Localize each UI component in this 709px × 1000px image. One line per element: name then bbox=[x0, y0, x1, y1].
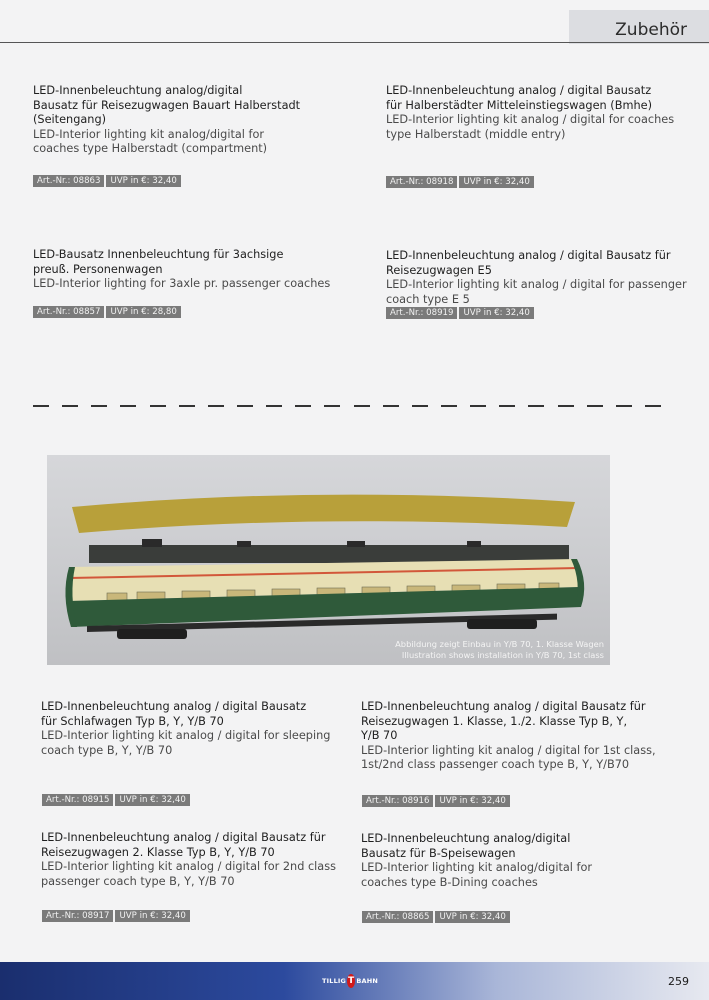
logo-emblem-icon: T bbox=[348, 976, 355, 986]
article-number: Art.-Nr.: 08919 bbox=[386, 307, 457, 319]
price-tag bbox=[386, 176, 534, 188]
product-item-08857 bbox=[33, 248, 330, 292]
product-title-de: Reisezugwagen 1. Klasse, 1./2. Klasse Typ B, Y, bbox=[361, 714, 628, 728]
product-title-en: LED-Interior lighting kit analog / digital for 1st class, bbox=[361, 743, 656, 757]
product-title-en: LED-Interior lighting for 3axle pr. passenger coaches bbox=[33, 277, 331, 290]
price-tag bbox=[33, 175, 181, 187]
product-item-08915 bbox=[41, 700, 330, 758]
product-title-de: (Seitengang) bbox=[33, 113, 107, 126]
article-number: Art.-Nr.: 08915 bbox=[42, 794, 113, 806]
coach-illustration bbox=[47, 455, 610, 665]
price: UVP in €: 32,40 bbox=[459, 307, 533, 319]
product-title-de: LED-Innenbeleuchtung analog / digital Bausatz für bbox=[41, 831, 326, 844]
product-item-08918 bbox=[386, 84, 674, 142]
price: UVP in €: 32,40 bbox=[459, 176, 533, 188]
product-title-en: LED-Interior lighting kit analog / digital for coaches bbox=[386, 113, 675, 126]
product-title-en: LED-Interior lighting kit analog/digital for bbox=[33, 127, 265, 141]
article-number: Art.-Nr.: 08918 bbox=[386, 176, 457, 188]
section-title: Zubehör bbox=[615, 20, 687, 40]
section-tab bbox=[569, 10, 709, 44]
product-title-en: passenger coach type B, Y, Y/B 70 bbox=[41, 874, 235, 888]
price: UVP in €: 32,40 bbox=[106, 175, 180, 187]
product-title-en: coaches type B-Dining coaches bbox=[361, 875, 538, 889]
price-tag bbox=[33, 306, 181, 318]
product-item-08919 bbox=[386, 249, 687, 307]
product-item-08865 bbox=[361, 832, 592, 890]
product-title-de: für Schlafwagen Typ B, Y, Y/B 70 bbox=[41, 714, 224, 728]
article-number: Art.-Nr.: 08917 bbox=[42, 910, 113, 922]
roof-lid bbox=[72, 495, 575, 533]
price-tag bbox=[386, 307, 534, 319]
product-title-de: Y/B 70 bbox=[361, 729, 398, 742]
product-title-de: für Halberstädter Mitteleinstiegswagen (Bmhe) bbox=[386, 98, 652, 112]
logo-text-right: BAHN bbox=[356, 977, 378, 985]
product-title-en: type Halberstadt (middle entry) bbox=[386, 127, 566, 141]
price-tag bbox=[362, 795, 510, 807]
product-title-de: LED-Innenbeleuchtung analog/digital bbox=[33, 84, 243, 97]
product-title-en: coach type B, Y, Y/B 70 bbox=[41, 743, 173, 757]
price-tag bbox=[362, 911, 510, 923]
price: UVP in €: 32,40 bbox=[435, 911, 509, 923]
product-title-de: LED-Innenbeleuchtung analog / digital Bausatz für bbox=[361, 700, 646, 713]
article-number: Art.-Nr.: 08857 bbox=[33, 306, 104, 318]
price: UVP in €: 32,40 bbox=[115, 910, 189, 922]
logo-text-left: TILLIG bbox=[322, 977, 347, 985]
price: UVP in €: 32,40 bbox=[435, 795, 509, 807]
article-number: Art.-Nr.: 08865 bbox=[362, 911, 433, 923]
header-divider bbox=[0, 42, 709, 43]
product-item-08863 bbox=[33, 84, 300, 157]
product-title-de: Reisezugwagen 2. Klasse Typ B, Y, Y/B 70 bbox=[41, 845, 275, 859]
product-title-en: LED-Interior lighting kit analog / digital for sleeping bbox=[41, 729, 331, 742]
price: UVP in €: 28,80 bbox=[106, 306, 180, 318]
price: UVP in €: 32,40 bbox=[115, 794, 189, 806]
caption-de: Abbildung zeigt Einbau in Y/B 70, 1. Klasse Wagen bbox=[395, 639, 604, 649]
product-title-de: LED-Innenbeleuchtung analog/digital bbox=[361, 832, 571, 845]
product-title-de: LED-Innenbeleuchtung analog / digital Bausatz für bbox=[386, 249, 671, 262]
product-title-de: Bausatz für B-Speisewagen bbox=[361, 846, 516, 860]
tillig-bahn-logo bbox=[322, 972, 378, 990]
product-item-08916 bbox=[361, 700, 656, 773]
product-title-de: LED-Innenbeleuchtung analog / digital Bausatz bbox=[41, 700, 307, 713]
product-title-de: preuß. Personenwagen bbox=[33, 262, 163, 276]
product-title-en: LED-Interior lighting kit analog / digital for passenger bbox=[386, 278, 687, 291]
article-number: Art.-Nr.: 08916 bbox=[362, 795, 433, 807]
product-title-en: LED-Interior lighting kit analog / digital for 2nd class bbox=[41, 860, 336, 873]
product-title-de: Reisezugwagen E5 bbox=[386, 263, 492, 277]
price-tag bbox=[42, 910, 190, 922]
product-title-de: Bausatz für Reisezugwagen Bauart Halberstadt bbox=[33, 98, 301, 112]
product-title-en: LED-Interior lighting kit analog/digital for bbox=[361, 861, 593, 874]
page-number: 259 bbox=[668, 975, 689, 988]
product-photo bbox=[47, 455, 610, 665]
product-title-en: 1st/2nd class passenger coach type B, Y, Y/B70 bbox=[361, 758, 630, 771]
price-tag bbox=[42, 794, 190, 806]
product-item-08917 bbox=[41, 831, 336, 889]
dashed-separator bbox=[33, 405, 661, 407]
article-number: Art.-Nr.: 08863 bbox=[33, 175, 104, 187]
product-title-de: LED-Innenbeleuchtung analog / digital Bausatz bbox=[386, 84, 652, 97]
product-title-en: coach type E 5 bbox=[386, 292, 470, 306]
caption-en: Illustration shows installation in Y/B 70, 1st class bbox=[401, 650, 604, 660]
product-title-en: coaches type Halberstadt (compartment) bbox=[33, 142, 268, 155]
photo-caption bbox=[395, 639, 604, 661]
product-title-de: LED-Bausatz Innenbeleuchtung für 3achsige bbox=[33, 248, 284, 261]
